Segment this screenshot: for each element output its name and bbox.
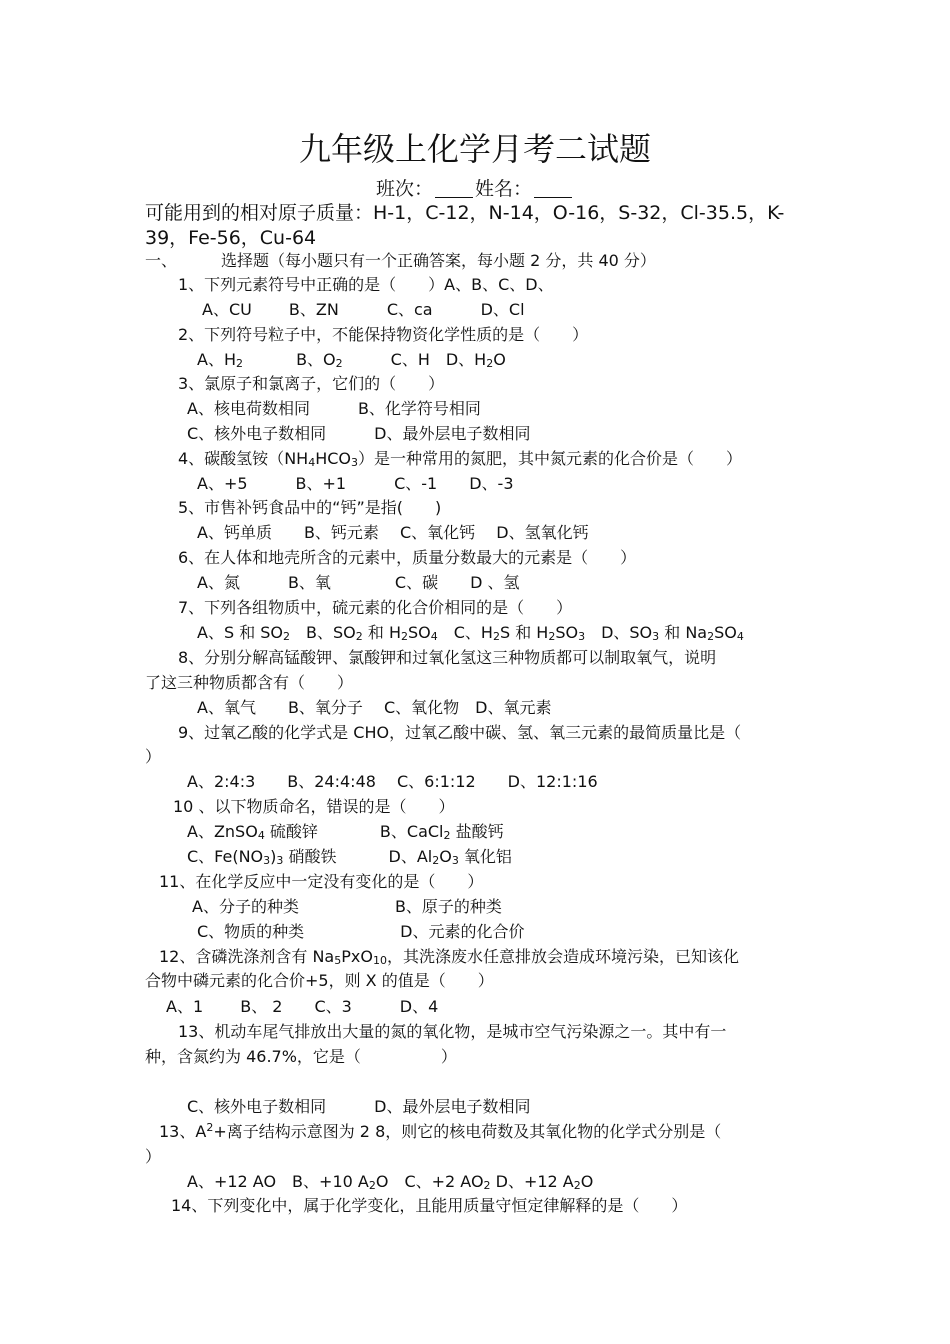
question-7-stem: 7、下列各组物质中，硫元素的化合价相同的是（ ）	[178, 598, 573, 617]
question-13a-options-cd: C、核外电子数相同 D、最外层电子数相同	[187, 1097, 531, 1116]
question-8-options: A、氧气 B、氧分子 C、氧化物 D、氧元素	[197, 698, 552, 717]
question-10-stem: 10 、以下物质命名，错误的是（ ）	[173, 797, 455, 816]
question-13b-line2: ）	[145, 1147, 162, 1166]
question-12-options: A、1 B、 2 C、3 D、4	[166, 997, 439, 1016]
question-13b-line1: 13、$A^2+$离子结构示意图为 2 8，则它的核电荷数及其氧化物的化学式分别是（	[159, 1121, 722, 1141]
question-3-options-cd: C、核外电子数相同 D、最外层电子数相同	[187, 424, 531, 443]
name-label: 姓名：	[475, 178, 533, 200]
question-8-line2: 了这三种物质都含有（ ）	[145, 673, 354, 692]
question-2-options: A、$H_2$ B、$O_2$ C、H D、$H_2O$	[197, 350, 506, 370]
question-11-options-cd: C、物质的种类 D、元素的化合价	[197, 922, 525, 941]
question-9-line1: 9、过氧乙酸的化学式是 CHO，过氧乙酸中碳、氢、氧三元素的最简质量比是（	[178, 723, 742, 742]
atomic-masses-line2: 39，Fe-56，Cu-64	[145, 227, 317, 249]
question-8-line1: 8、分别分解高锰酸钾、氯酸钾和过氧化氢这三种物质都可以制取氧气，说明	[178, 648, 717, 667]
question-4-options: A、+5 B、+1 C、-1 D、-3	[197, 474, 514, 493]
section-heading	[145, 250, 656, 272]
question-4-stem: 4、碳酸氢铵$(NH_4HCO_3)$是一种常用的氮肥，其中氮元素的化合价是（ ）	[178, 449, 742, 469]
atomic-masses-line1: 可能用到的相对原子质量：H-1，C-12，N-14，O-16，S-32，Cl-35.5，K-	[145, 202, 785, 224]
name-blank[interactable]	[534, 179, 572, 198]
question-1-stem: 1、下列元素符号中正确的是（ ）A、B、C、D、	[178, 275, 554, 294]
question-13b-options: A、+12 AO B、+10 $A_2O$ C、+2 $AO_2$ D、+12 $A_2O$	[187, 1172, 594, 1192]
question-12-line1: 12、含磷洗涤剂含有 $Na_5PxO_{10}$，其洗涤废水任意排放会造成环境污染，已知该化	[159, 947, 739, 967]
section-number: 一、	[145, 251, 178, 270]
question-13a-line1: 13、机动车尾气排放出大量的氮的氧化物，是城市空气污染源之一。其中有一	[178, 1022, 727, 1041]
question-3-stem: 3、氯原子和氯离子，它们的（ ）	[178, 374, 445, 393]
question-10-options-ab: A、ZnSO$_4$ 硫酸锌 B、CaCl$_2$ 盐酸钙	[187, 822, 504, 842]
question-12-line2: 合物中磷元素的化合价+5，则 X 的值是（ ）	[145, 971, 494, 990]
question-9-options: A、2:4:3 B、24:4:48 C、6:1:12 D、12:1:16	[187, 772, 598, 791]
question-5-stem: 5、市售补钙食品中的“钙”是指( )	[178, 498, 442, 517]
question-13a-line2: 种，含氮约为 46.7%，它是（ ）	[145, 1047, 457, 1066]
question-14-stem: 14、下列变化中，属于化学变化，且能用质量守恒定律解释的是（ ）	[171, 1196, 688, 1215]
question-5-options: A、钙单质 B、钙元素 C、氧化钙 D、氢氧化钙	[197, 523, 589, 542]
question-11-options-ab: A、分子的种类 B、原子的种类	[192, 897, 502, 916]
page-title: 九年级上化学月考二试题	[298, 130, 651, 168]
question-6-options: A、氮 B、氧 C、碳 D 、氢	[197, 573, 520, 592]
class-label: 班次：	[375, 178, 433, 200]
question-7-options: A、S 和 $SO_2$ B、$SO_2$ 和 $H_2SO_4$ C、$H_2S$ 和 $H_2SO_3$ D、$SO_3$ 和 $Na_2SO_4$	[197, 623, 744, 643]
question-6-stem: 6、在人体和地壳所含的元素中，质量分数最大的元素是（ ）	[178, 548, 637, 567]
question-11-stem: 11、在化学反应中一定没有变化的是（ ）	[159, 872, 484, 891]
question-2-stem: 2、下列符号粒子中，不能保持物资化学性质的是（ ）	[178, 325, 589, 344]
question-3-options-ab: A、核电荷数相同 B、化学符号相同	[187, 399, 481, 418]
section-title: 选择题（每小题只有一个正确答案，每小题 2 分，共 40 分）	[221, 251, 656, 270]
student-info-line	[0, 176, 950, 202]
question-1-options: A、CU B、ZN C、ca D、Cl	[202, 300, 525, 319]
class-blank[interactable]	[435, 179, 473, 198]
question-9-line2: ）	[145, 747, 162, 766]
question-10-options-cd: C、$Fe(NO_3)_3$ 硝酸铁 D、$Al_2O_3$ 氧化铝	[187, 847, 512, 867]
